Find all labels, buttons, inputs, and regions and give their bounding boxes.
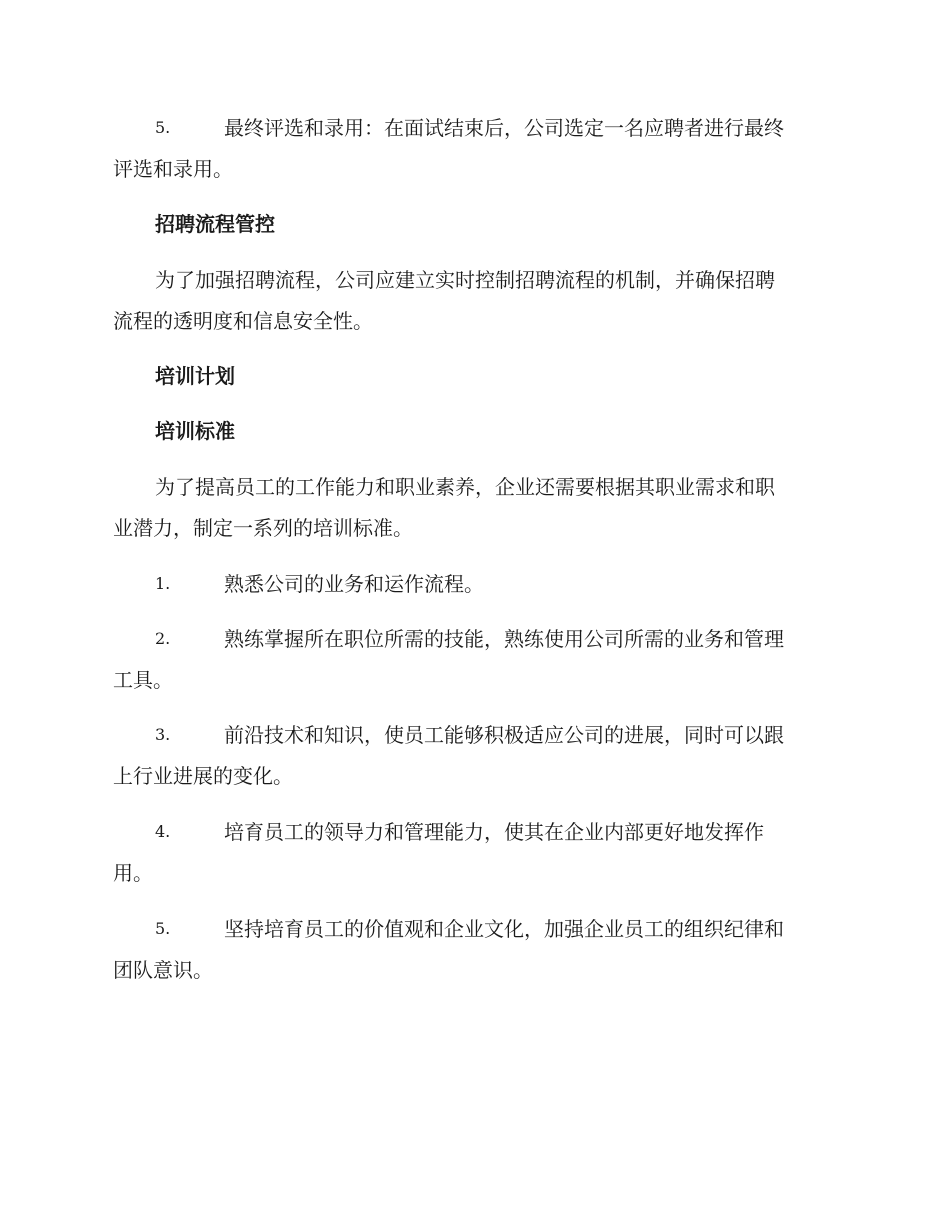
list-item-text-continued: 评选和录用。 — [113, 157, 233, 181]
paragraph-line: 流程的透明度和信息安全性。 — [113, 309, 373, 333]
list-item-number: 5. — [155, 919, 171, 938]
section-heading-recruit-control: 招聘流程管控 — [155, 212, 275, 236]
list-item-text-continued: 工具。 — [113, 668, 173, 692]
paragraph-line: 为了提高员工的工作能力和职业素养，企业还需要根据其职业需求和职 — [155, 475, 775, 499]
list-item-number: 5. — [155, 118, 171, 137]
list-item-text-continued: 上行业进展的变化。 — [113, 764, 293, 788]
list-item-number: 3. — [155, 725, 171, 744]
list-item-number: 4. — [155, 822, 171, 841]
list-item-text: 熟悉公司的业务和运作流程。 — [224, 572, 484, 596]
paragraph-line: 为了加强招聘流程，公司应建立实时控制招聘流程的机制，并确保招聘 — [155, 268, 775, 292]
list-item-number: 1. — [155, 574, 171, 593]
list-item-number: 2. — [155, 629, 171, 648]
list-item-text: 最终评选和录用：在面试结束后，公司选定一名应聘者进行最终 — [224, 116, 784, 140]
section-heading-training-plan: 培训计划 — [155, 364, 235, 388]
list-item-text: 培育员工的领导力和管理能力，使其在企业内部更好地发挥作 — [224, 820, 764, 844]
section-heading-training-standard: 培训标准 — [155, 419, 235, 443]
list-item-text: 前沿技术和知识，使员工能够积极适应公司的进展，同时可以跟 — [224, 723, 784, 747]
list-item-text-continued: 团队意识。 — [113, 958, 213, 982]
list-item-text: 坚持培育员工的价值观和企业文化，加强企业员工的组织纪律和 — [224, 917, 784, 941]
paragraph-line: 业潜力，制定一系列的培训标准。 — [113, 516, 413, 540]
list-item-text-continued: 用。 — [113, 861, 153, 885]
list-item-text: 熟练掌握所在职位所需的技能，熟练使用公司所需的业务和管理 — [224, 627, 784, 651]
